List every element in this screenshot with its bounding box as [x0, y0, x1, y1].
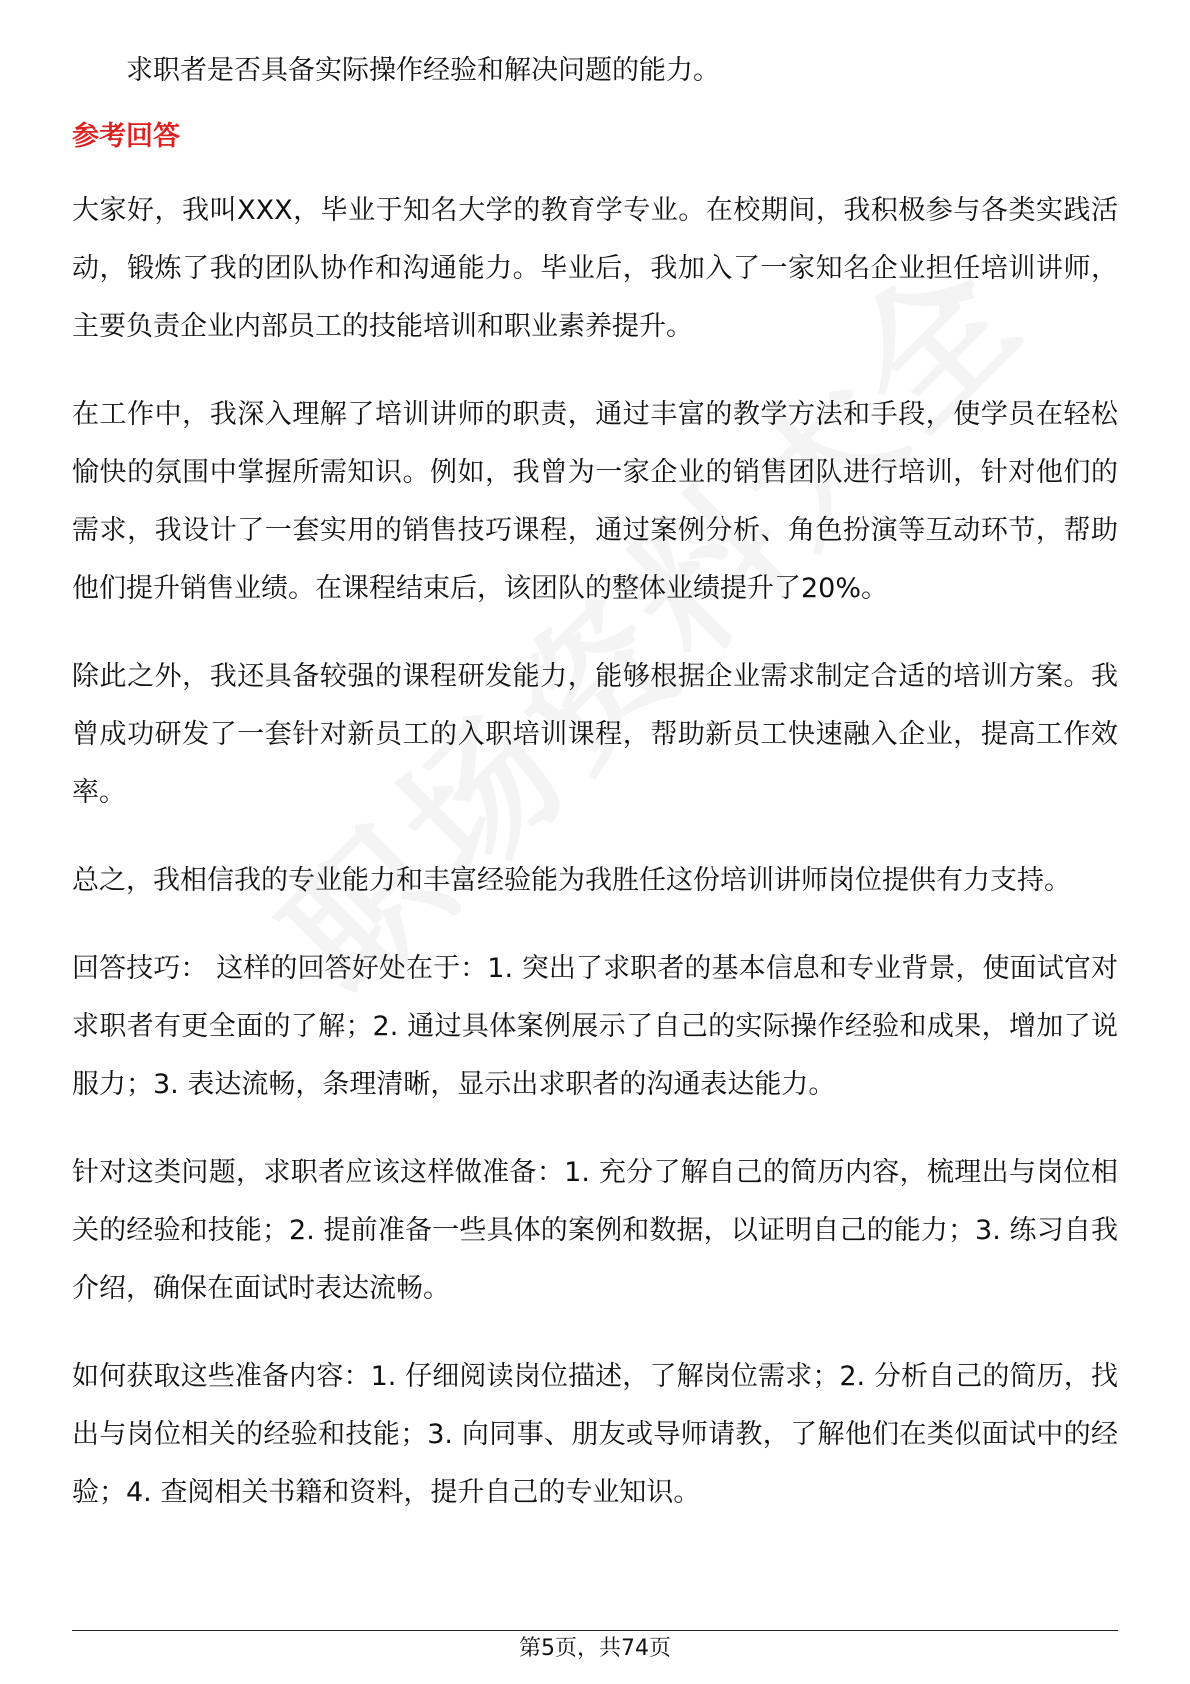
- paragraph: 大家好，我叫XXX，毕业于知名大学的教育学专业。在校期间，我积极参与各类实践活动，锻炼了我的团队协作和沟通能力。毕业后，我加入了一家知名企业担任培训讲师，主要负责企业内部员工的技能培训和职业素养提升。: [72, 195, 1118, 342]
- section-heading: 参考回答: [72, 121, 180, 152]
- intro-line: 求职者是否具备实际操作经验和解决问题的能力。: [126, 55, 720, 86]
- paragraph: 针对这类问题，求职者应该这样做准备：1. 充分了解自己的简历内容，梳理出与岗位相关的经验和技能；2. 提前准备一些具体的案例和数据，以证明自己的能力；3. 练习自我介绍，确保在面试时表达流畅。: [72, 1157, 1118, 1304]
- paragraph: 如何获取这些准备内容：1. 仔细阅读岗位描述，了解岗位需求；2. 分析自己的简历，找出与岗位相关的经验和技能；3. 向同事、朋友或导师请教，了解他们在类似面试中的经验；4. 查阅相关书籍和资料，提升自己的专业知识。: [72, 1361, 1118, 1508]
- paragraph: 回答技巧： 这样的回答好处在于：1. 突出了求职者的基本信息和专业背景，使面试官对求职者有更全面的了解；2. 通过具体案例展示了自己的实际操作经验和成果，增加了说服力；3. 表达流畅，条理清晰，显示出求职者的沟通表达能力。: [72, 953, 1118, 1100]
- paragraph: 在工作中，我深入理解了培训讲师的职责，通过丰富的教学方法和手段，使学员在轻松愉快的氛围中掌握所需知识。例如，我曾为一家企业的销售团队进行培训，针对他们的需求，我设计了一套实用的销售技巧课程，通过案例分析、角色扮演等互动环节，帮助他们提升销售业绩。在课程结束后，该团队的整体业绩提升了20%。: [72, 399, 1118, 604]
- paragraph: 除此之外，我还具备较强的课程研发能力，能够根据企业需求制定合适的培训方案。我曾成功研发了一套针对新员工的入职培训课程，帮助新员工快速融入企业，提高工作效率。: [72, 661, 1118, 808]
- footer-divider: [72, 1630, 1118, 1631]
- page-number: 第5页，共74页: [519, 1636, 671, 1661]
- paragraph: 总之，我相信我的专业能力和丰富经验能为我胜任这份培训讲师岗位提供有力支持。: [72, 865, 1071, 896]
- document-content: [72, 42, 1118, 1552]
